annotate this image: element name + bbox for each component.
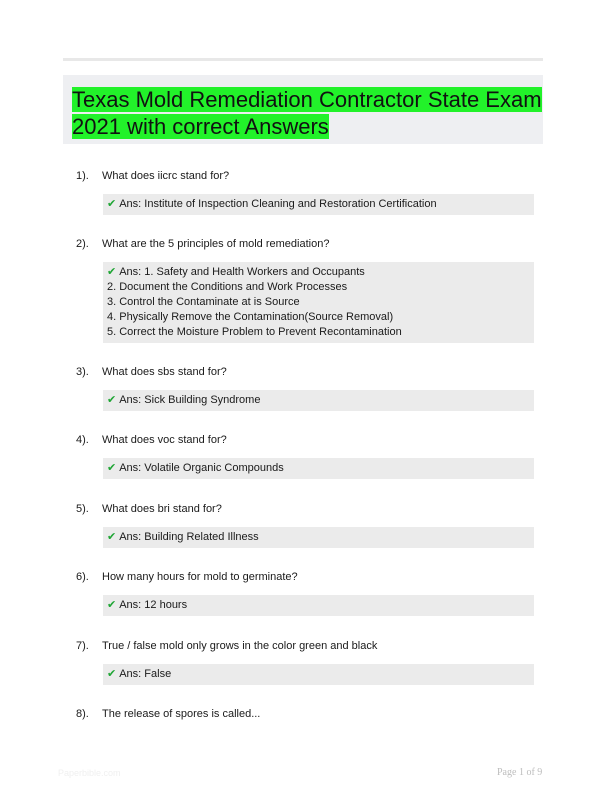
check-icon: ✔ xyxy=(107,394,117,406)
question-number: 7). xyxy=(76,640,89,652)
question-number: 2). xyxy=(76,238,89,250)
answer-text: Ans: Volatile Organic Compounds xyxy=(119,462,284,474)
check-icon: ✔ xyxy=(107,266,117,278)
answer-text: Ans: Building Related Illness xyxy=(119,531,259,543)
check-icon: ✔ xyxy=(107,599,117,611)
question-number: 1). xyxy=(76,170,89,182)
answer-box xyxy=(103,390,534,411)
question-number: 4). xyxy=(76,434,89,446)
answer-box xyxy=(103,194,534,215)
check-icon: ✔ xyxy=(107,531,117,543)
answer-text: 3. Control the Contaminate at is Source xyxy=(107,296,300,308)
question-number: 3). xyxy=(76,366,89,378)
answer-box xyxy=(103,458,534,479)
answer-text: Ans: Sick Building Syndrome xyxy=(119,394,261,406)
question-text: What does voc stand for? xyxy=(102,434,227,446)
answer-text: 2. Document the Conditions and Work Processes xyxy=(107,281,348,293)
answer-box xyxy=(103,262,534,343)
question-text: What are the 5 principles of mold remediation? xyxy=(102,238,330,250)
footer-watermark: Paperbible.com xyxy=(58,768,121,778)
check-icon: ✔ xyxy=(107,198,117,210)
answer-box xyxy=(103,664,534,685)
question-text: How many hours for mold to germinate? xyxy=(102,571,298,583)
answer-text: 5. Correct the Moisture Problem to Prevent Recontamination xyxy=(107,326,402,338)
answer-text: Ans: False xyxy=(119,668,172,680)
question-text: True / false mold only grows in the color green and black xyxy=(102,640,378,652)
question-number: 6). xyxy=(76,571,89,583)
check-icon: ✔ xyxy=(107,462,117,474)
question-number: 8). xyxy=(76,708,89,720)
answer-text: 4. Physically Remove the Contamination(Source Removal) xyxy=(107,311,394,323)
answer-text: Ans: Institute of Inspection Cleaning and Restoration Certification xyxy=(119,198,437,210)
question-text: What does iicrc stand for? xyxy=(102,170,230,182)
question-number: 5). xyxy=(76,503,89,515)
page-number: Page 1 of 9 xyxy=(497,767,543,778)
top-divider xyxy=(63,58,543,61)
answer-box xyxy=(103,527,534,548)
check-icon: ✔ xyxy=(107,668,117,680)
title-header xyxy=(63,75,543,144)
answer-box xyxy=(103,595,534,616)
question-text: What does bri stand for? xyxy=(102,503,222,515)
question-text: The release of spores is called... xyxy=(102,708,261,720)
answer-text: Ans: 1. Safety and Health Workers and Occupants xyxy=(119,266,365,278)
question-text: What does sbs stand for? xyxy=(102,366,227,378)
page-title: Texas Mold Remediation Contractor State Exam 2021 with correct Answers xyxy=(72,87,542,139)
answer-text: Ans: 12 hours xyxy=(119,599,188,611)
